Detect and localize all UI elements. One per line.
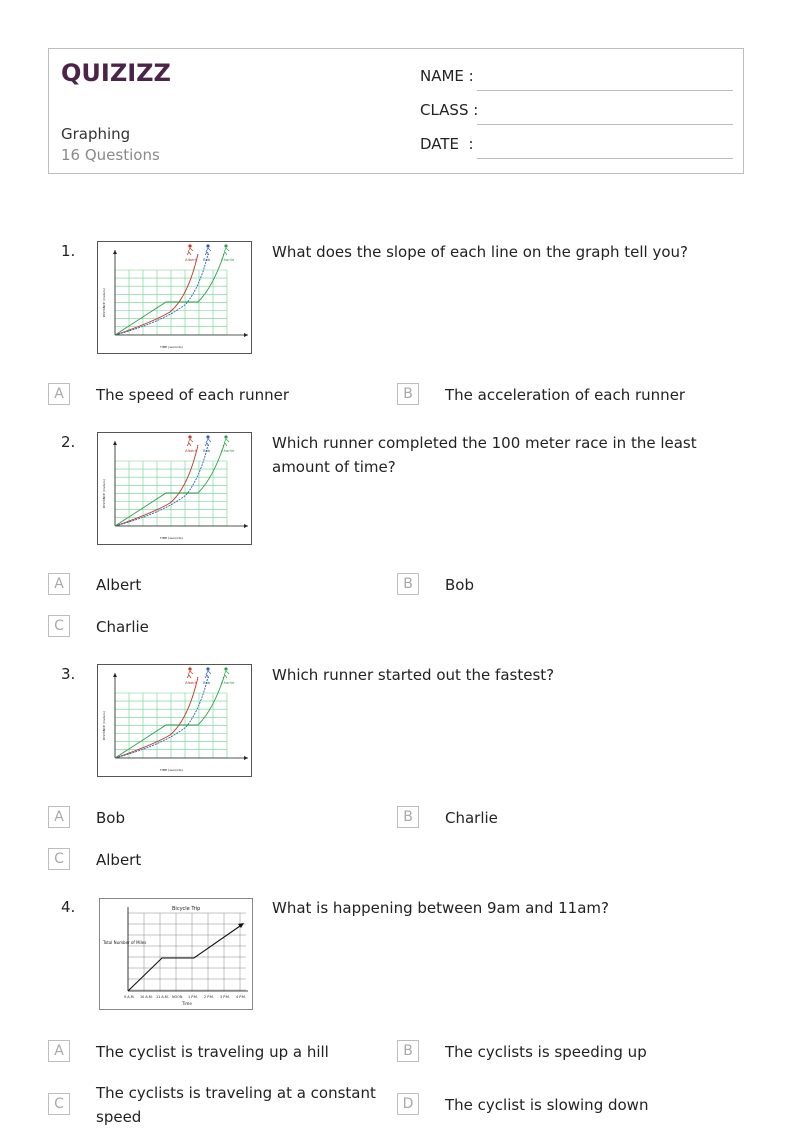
question-number: 2. [61,433,76,451]
option-letter: C [48,848,70,870]
trip-line [128,926,240,991]
question-text: Which runner started out the fastest? [272,666,555,684]
y-axis-arrow [113,441,117,445]
question-text: Which runner completed the 100 meter race in the least amount of time? [272,434,697,476]
option-text: The cyclist is slowing down [445,1096,649,1114]
option-letter: B [397,1040,419,1062]
option-text: Charlie [96,618,149,636]
runner-icon [223,248,229,255]
name-field[interactable] [420,67,733,91]
runner-icon [205,671,211,678]
legend-label: Bob [203,257,211,262]
y-axis-arrow [113,250,117,254]
x-axis-arrow [244,524,248,528]
option-text: The acceleration of each runner [445,386,686,404]
legend-label: Charlie [221,257,235,262]
runner-icon [187,248,193,255]
runner-graph-svg [98,433,251,544]
question-count: 16 Questions [61,146,160,164]
runner-graph-image [97,241,252,354]
bike-graph-svg [100,899,252,1009]
x-tick-label: 10 A.M. [140,995,153,999]
runner-icon [223,439,229,446]
option-letter: C [48,615,70,637]
runner-head-icon [206,435,209,438]
chart-title: Bicycle Trip [172,906,201,912]
date-label: DATE : [420,135,474,153]
option-text: The cyclists is speeding up [445,1043,647,1061]
quizizz-logo: QUIZIZZ [61,59,171,87]
x-axis-arrow [244,333,248,337]
x-axis-label: TIME (seconds) [160,345,183,349]
runner-graph-image [97,664,252,777]
x-tick-label: 1 P.M. [188,995,198,999]
runner-graph-svg [98,242,251,353]
runner-head-icon [224,667,227,670]
legend-label: Albert [185,680,197,685]
y-axis-label: DISTANCE (meters) [102,479,106,508]
runner-graph-image [97,432,252,545]
x-tick-label: NOON [172,995,183,999]
runner-icon [187,671,193,678]
runner-icon [205,439,211,446]
option-text: The cyclist is traveling up a hill [96,1043,329,1061]
question-number: 4. [61,898,76,916]
date-field[interactable] [420,135,733,159]
option-letter: A [48,383,70,405]
name-line [477,90,733,91]
option-letter: B [397,573,419,595]
y-axis-label: DISTANCE (meters) [102,288,106,317]
bicycle-trip-graph-image [99,898,253,1010]
x-tick-label: 2 P.M. [204,995,214,999]
class-label: CLASS : [420,101,479,119]
option-text: Bob [445,576,474,594]
option-text: Albert [96,851,142,869]
date-line [477,158,733,159]
option-letter: A [48,573,70,595]
class-field[interactable] [420,101,733,125]
worksheet-header [48,48,744,174]
option-letter: A [48,1040,70,1062]
option-letter: B [397,383,419,405]
legend-label: Bob [203,680,211,685]
legend-label: Charlie [221,448,235,453]
option-letter: B [397,806,419,828]
option-text: Bob [96,809,125,827]
runner-icon [187,439,193,446]
legend-label: Albert [185,257,197,262]
x-axis-label: TIME (seconds) [160,536,183,540]
runner-icon [223,671,229,678]
option-letter: C [48,1093,70,1115]
option-text: Charlie [445,809,498,827]
question-number: 3. [61,665,76,683]
option-text: The cyclists is traveling at a constant speed [96,1084,376,1126]
y-axis-arrow [113,673,117,677]
name-label: NAME : [420,67,474,85]
runner-head-icon [224,244,227,247]
question-number: 1. [61,242,76,260]
x-axis-arrow [244,756,248,760]
x-tick-label: 4 P.M. [236,995,246,999]
legend-label: Albert [185,448,197,453]
y-axis-label: Total Number of Miles [103,940,147,945]
x-axis-label: TIME (seconds) [160,768,183,772]
class-line [477,124,733,125]
legend-label: Charlie [221,680,235,685]
worksheet-title: Graphing [61,125,131,143]
y-axis-label: DISTANCE (meters) [102,711,106,740]
runner-head-icon [188,244,191,247]
runner-head-icon [188,667,191,670]
runner-head-icon [188,435,191,438]
option-text: Albert [96,576,142,594]
question-text: What does the slope of each line on the graph tell you? [272,243,689,261]
runner-head-icon [206,667,209,670]
runner-head-icon [206,244,209,247]
x-tick-label: 3 P.M. [220,995,230,999]
runner-icon [205,248,211,255]
x-axis-label: Time [182,1001,192,1006]
legend-label: Bob [203,448,211,453]
x-tick-label: 9 A.M. [124,995,135,999]
option-letter: D [397,1093,419,1115]
option-text: The speed of each runner [96,386,290,404]
runner-head-icon [224,435,227,438]
option-letter: A [48,806,70,828]
x-tick-label: 11 A.M. [156,995,169,999]
runner-graph-svg [98,665,251,776]
question-text: What is happening between 9am and 11am? [272,899,609,917]
